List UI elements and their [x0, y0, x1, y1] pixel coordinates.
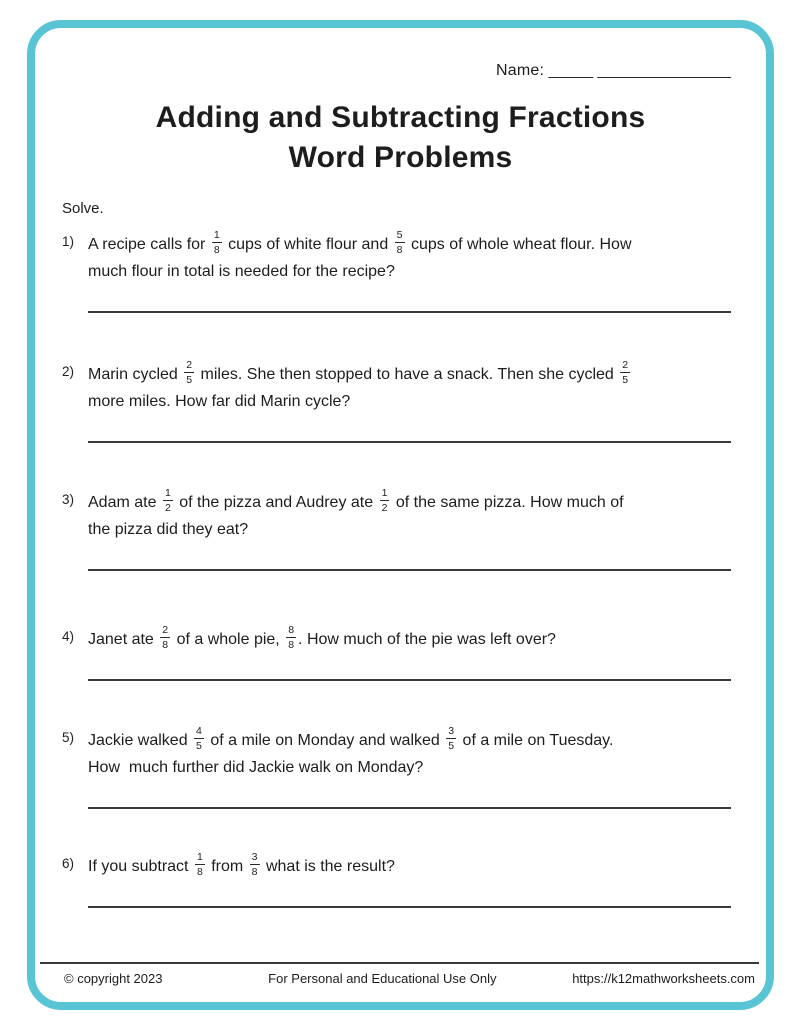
problem-1 [62, 228, 739, 285]
problem-text-line [88, 754, 739, 781]
answer-blank-line-2 [88, 441, 731, 443]
fraction-denominator: 8 [162, 639, 169, 652]
fraction-numerator: 3 [446, 726, 456, 740]
fraction-numerator: 8 [286, 625, 296, 639]
fraction-numerator: 5 [395, 230, 405, 244]
problem-text-line [88, 516, 739, 543]
text-segment: How much further did Jackie walk on Monday? [88, 759, 424, 776]
text-segment: If you subtract [88, 858, 193, 875]
problem-text [88, 228, 739, 285]
fraction-numerator: 2 [620, 360, 630, 374]
problem-text-line [88, 228, 739, 258]
problem-text-line [88, 850, 739, 880]
fraction-numerator: 3 [250, 852, 260, 866]
problem-text-line [88, 258, 739, 285]
answer-blank-line-1 [88, 311, 731, 313]
worksheet-page [27, 20, 774, 1010]
fraction-denominator: 8 [288, 639, 295, 652]
problem-text [88, 623, 739, 653]
problem-text [88, 724, 739, 781]
text-segment: much flour in total is needed for the recipe? [88, 263, 395, 280]
name-row [62, 62, 739, 84]
fraction [163, 488, 173, 514]
problem-text-line [88, 486, 739, 516]
fraction-denominator: 8 [251, 866, 258, 879]
fraction [286, 625, 296, 651]
footer-url: https://k12mathworksheets.com [572, 971, 755, 986]
fraction [160, 625, 170, 651]
text-segment: miles. She then stopped to have a snack. Then she cycled [196, 366, 619, 383]
text-segment: of the pizza and Audrey ate [174, 494, 378, 511]
fraction [395, 230, 405, 256]
problem-3 [62, 486, 739, 543]
footer [40, 962, 759, 986]
text-segment: Marin cycled [88, 366, 183, 383]
fraction [195, 852, 205, 878]
text-segment: the pizza did they eat? [88, 521, 249, 538]
text-segment: of the same pizza. How much of [391, 494, 624, 511]
problem-number: 4) [62, 629, 75, 644]
text-segment: of a mile on Monday and walked [205, 732, 445, 749]
fraction-numerator: 1 [195, 852, 205, 866]
fraction [446, 726, 456, 752]
problem-6 [62, 850, 739, 880]
text-segment: cups of white flour and [223, 236, 393, 253]
problem-text-line [88, 724, 739, 754]
fraction-denominator: 5 [448, 740, 455, 753]
answer-blank-line-6 [88, 906, 731, 908]
fraction-denominator: 5 [196, 740, 202, 753]
fraction-denominator: 8 [196, 866, 203, 879]
text-segment: more miles. How far did Marin cycle? [88, 393, 351, 410]
problem-number: 2) [62, 364, 75, 379]
name-blank-line: _____ _______________ [548, 62, 731, 79]
problem-number: 5) [62, 730, 75, 745]
footer-usage-note: For Personal and Educational Use Only [268, 971, 497, 986]
problem-number: 3) [62, 492, 75, 507]
problem-text [88, 850, 739, 880]
fraction-numerator: 2 [184, 360, 194, 374]
fraction [380, 488, 390, 514]
fraction-numerator: 1 [163, 488, 173, 502]
problem-text-line [88, 623, 739, 653]
text-segment: Adam ate [88, 494, 161, 511]
fraction-denominator: 5 [622, 374, 629, 387]
answer-blank-line-5 [88, 807, 731, 809]
fraction [250, 852, 260, 878]
text-segment: Jackie walked [88, 732, 193, 749]
text-segment: Janet ate [88, 631, 159, 648]
fraction-denominator: 2 [381, 502, 388, 515]
answer-blank-line-4 [88, 679, 731, 681]
fraction-numerator: 4 [194, 726, 204, 740]
fraction-denominator: 5 [186, 374, 193, 387]
problem-text-line [88, 358, 739, 388]
fraction-numerator: 1 [380, 488, 390, 502]
problem-text [88, 358, 739, 415]
footer-copyright: © copyright 2023 [64, 971, 163, 986]
problem-2 [62, 358, 739, 415]
fraction [620, 360, 630, 386]
fraction [212, 230, 222, 256]
worksheet-title [62, 98, 739, 178]
text-segment: from [206, 858, 248, 875]
problem-text [88, 486, 739, 543]
fraction-numerator: 1 [212, 230, 222, 244]
solve-instruction: Solve. [62, 200, 104, 217]
title-line-1: Adding and Subtracting Fractions [155, 101, 646, 134]
fraction-denominator: 8 [213, 244, 220, 257]
problem-4 [62, 623, 739, 653]
problem-number: 1) [62, 234, 75, 249]
fraction [184, 360, 194, 386]
text-segment: what is the result? [261, 858, 395, 875]
text-segment: A recipe calls for [88, 236, 210, 253]
text-segment: cups of whole wheat flour. How [406, 236, 632, 253]
fraction-numerator: 2 [160, 625, 170, 639]
name-label: Name: [496, 62, 545, 79]
fraction-denominator: 2 [164, 502, 171, 515]
text-segment: of a whole pie, [172, 631, 285, 648]
answer-blank-line-3 [88, 569, 731, 571]
fraction [194, 726, 204, 752]
problem-list [62, 228, 739, 908]
problem-number: 6) [62, 856, 75, 871]
text-segment: . How much of the pie was left over? [298, 631, 556, 648]
text-segment: of a mile on Tuesday. [458, 732, 614, 749]
problem-text-line [88, 388, 739, 415]
problem-5 [62, 724, 739, 781]
fraction-denominator: 8 [396, 244, 403, 257]
title-line-2: Word Problems [288, 141, 513, 174]
